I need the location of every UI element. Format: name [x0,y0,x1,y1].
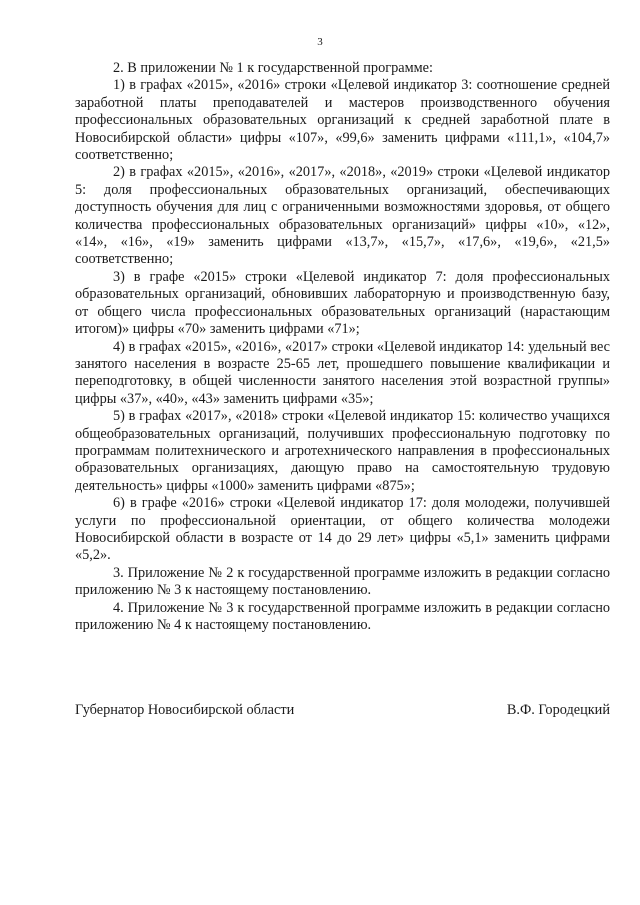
signature-block [75,702,610,719]
paragraph-subitem-5: 5) в графах «2017», «2018» строки «Целевой индикатор 15: количество учащихся общеобразовательных организаций, получивших профессиональную подготовку по программам политехнического и агротехнического направления в профессиональных образовательных организациях, дающую право на самостоятельную трудовую деятельность» цифры «1000» заменить цифрами «875»; [75,408,610,494]
paragraph-subitem-6: 6) в графе «2016» строки «Целевой индикатор 17: доля молодежи, получившей услуги по профессиональной ориентации, от общего количества молодежи Новосибирской области в возрасте от 14 до 29 лет» цифры «5,1» заменить цифрами «5,2». [75,495,610,564]
paragraph-subitem-1: 1) в графах «2015», «2016» строки «Целевой индикатор 3: соотношение средней заработной платы преподавателей и мастеров производственного обучения профессиональных образовательных организаций к средней заработной плате в Новосибирской области» цифры «107», «99,6» заменить цифрами «111,1», «104,7» соответственно; [75,77,610,164]
paragraph-item-2-intro: 2. В приложении № 1 к государственной программе: [113,60,433,76]
signatory-name: В.Ф. Городецкий [506,702,610,718]
paragraph-subitem-4: 4) в графах «2015», «2016», «2017» строки «Целевой индикатор 14: удельный вес занятого населения в возрасте 25-65 лет, прошедшего повышение квалификации и переподготовку, в общей численности занятого населения этой возрастной группы» цифры «37», «40», «43» заменить цифрами «35»; [75,338,610,407]
paragraph-item-3: 3. Приложение № 2 к государственной программе изложить в редакции согласно приложению № 3 к настоящему постановлению. [75,564,610,599]
signatory-position: Губернатор Новосибирской области [75,702,295,718]
paragraph-subitem-3: 3) в графе «2015» строки «Целевой индикатор 7: доля профессиональных образовательных организаций, обновивших лабораторную и производственную базу, от общего числа профессиональных образовательных организаций (нарастающим итогом)» цифры «70» заменить цифрами «71»; [75,268,610,338]
page-number: 3 [317,36,323,48]
paragraph-subitem-2: 2) в графах «2015», «2016», «2017», «2018», «2019» строки «Целевой индикатор 5: доля профессиональных образовательных организаций, обеспечивающих доступность обучения для лиц с ограниченными возможностями здоровья, от общего количества профессиональных образовательных организаций» цифры «10», «12», «14», «16», «19» заменить цифрами «13,7», «15,7», «17,6», «19,6», «21,5» соответственно; [75,164,610,268]
document-body [75,60,610,634]
paragraph-item-4: 4. Приложение № 3 к государственной программе изложить в редакции согласно приложению № 4 к настоящему постановлению. [75,599,610,633]
